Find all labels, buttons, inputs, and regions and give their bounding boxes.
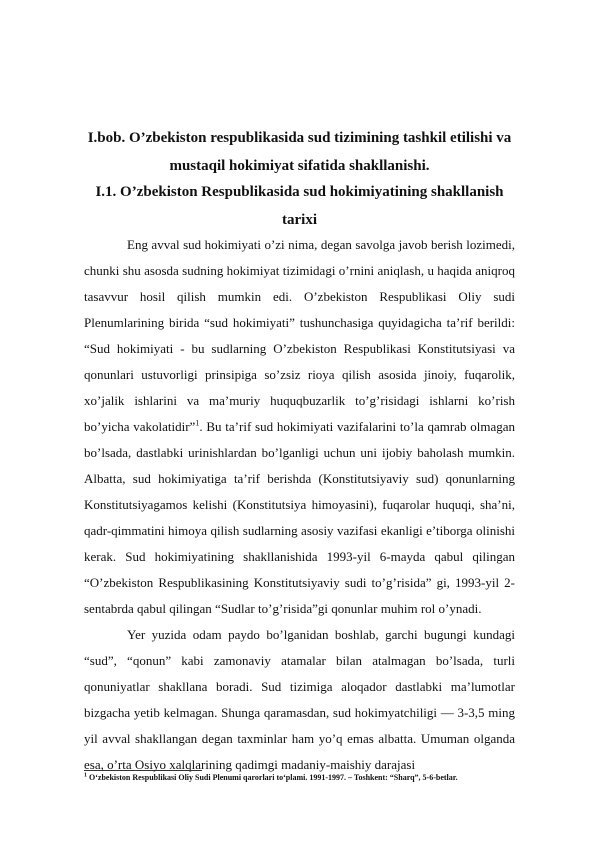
footnote [84,772,515,784]
section-title: I.1. O’zbekiston Respublikasida sud hokimiyatining shakllanish tarixi [95,184,504,228]
footnote-text: O‘zbekiston Respublikasi Oliy Sudi Plenumi qarorlari to‘plami. 1991-1997. – Toshkent: “Sharq”, 5-6-betlar. [87,773,458,782]
body-text [84,232,515,778]
paragraph-2: Yer yuzida odam paydo bo’lganidan boshlab, garchi bugungi kundagi “sud”, “qonun” kabi zamonaviy atamalar bilan atalmagan bo’lsada, turli qonuniyatlar shakllana boradi. Sud tizimiga aloqador dastlabki ma’lumotlar bizgacha yetib kelmagan. Shunga qaramasdan, sud hokimyatchiligi — 3-3,5 ming yil avval shakllangan degan taxminlar ham yo’q emas albatta. Umuman olganda esa, o’rta Osiyo xalqlarining qadimgi madaniy-maishiy darajasi [84,627,515,772]
paragraph-1-text-before-footnote: Eng avval sud hokimiyati o’zi nima, degan savolga javob berish lozimedi, chunki shu asosda sudning hokimiyat tizimidagi o’rnini aniqlash, u haqida aniqroq tasavvur hosil qilish mumkin edi. O’zbekiston Respublikasi Oliy sudi Plenumlarining birida “sud hokimiyati” tushunchasiga quyidagicha ta’rif berildi: “Sud hokimiyati - bu sudlarning O’zbekiston Respublikasi Konstitutsiyasi va qonunlari ustuvorligi prinsipiga so’zsiz rioya qilish asosida jinoiy, fuqarolik, xo’jalik ishlarini va ma’muriy huquqbuzarlik to’g’risidagi ishlarni ko’rish bo’yicha vakolatidir” [84,237,515,434]
footnote-reference[interactable]: 1 [195,418,200,428]
footnote-divider [84,770,202,771]
paragraph-1 [84,232,515,622]
paragraph-1-text-after-footnote: . Bu ta’rif sud hokimiyati vazifalarini to’la qamrab olmagan bo’lsada, dastlabki urinishlardan bo’lganligi uchun uni ijobiy baholash mumkin. Albatta, sud hokimiyatiga ta’rif berishda (Konstitutsiyaviy sud) qonunlarning Konstitutsiyagamos kelishi (Konstitutsiya himoyasini), fuqarolar huquqi, sha’ni, qadr-qimmatini himoya qilish sudlarning asosiy vazifasi ekanligi e’tiborga olinishi kerak. Sud hokimiyatining shakllanishida 1993-yil 6-mayda qabul qilingan “O’zbekiston Respublikasining Konstitutsiyaviy sudi to’g’risida” gi, 1993-yil 2-sentabrda qabul qilingan “Sudlar to’g’risida”gi qonunlar muhim rol o’ynadi. [84,419,515,616]
chapter-title: I.bob. O’zbekiston respublikasida sud tizimining tashkil etilishi va mustaqil hokimiyat sifatida shakllanishi. [87,130,512,174]
footnote-number: 1 [84,772,87,779]
